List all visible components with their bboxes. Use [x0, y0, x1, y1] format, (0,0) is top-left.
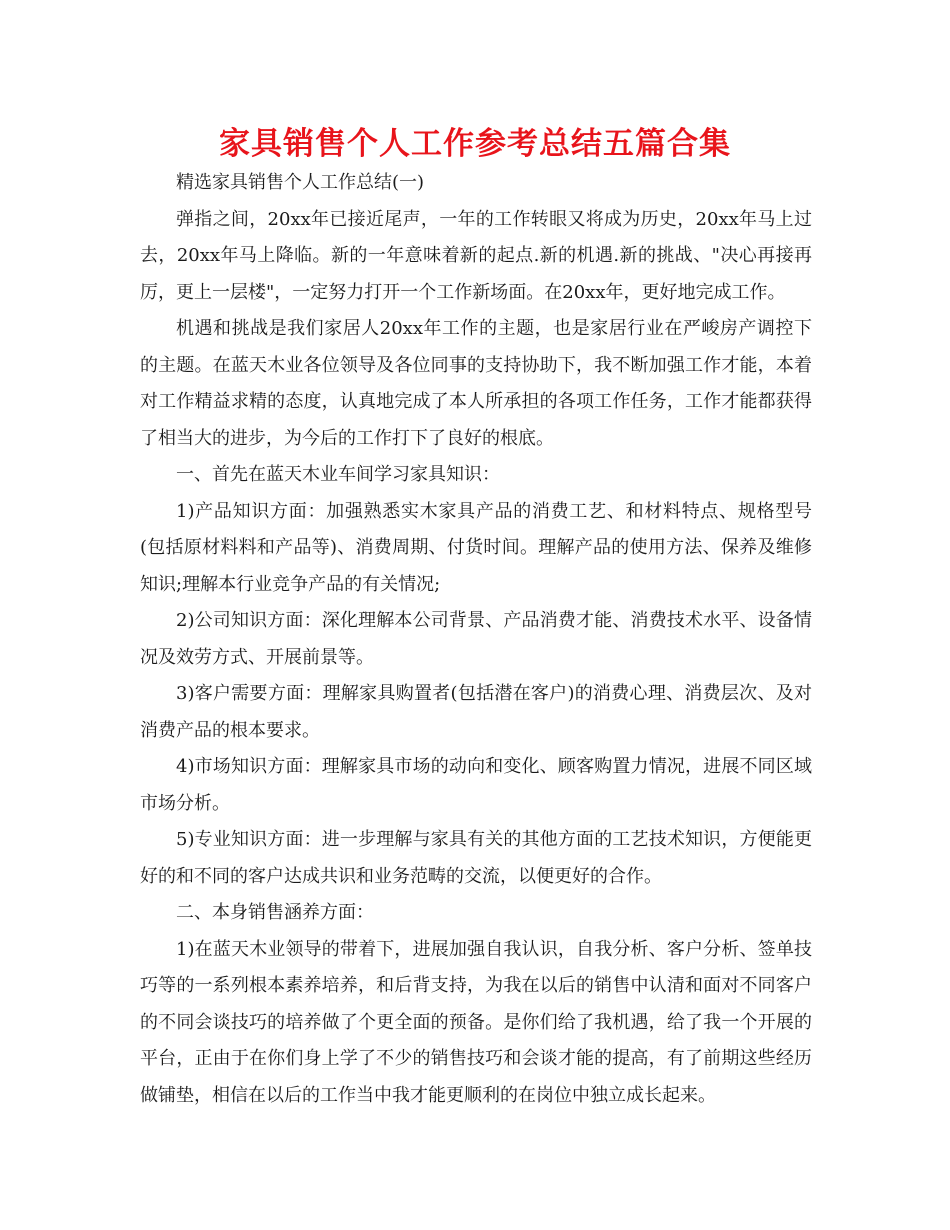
paragraph: 弹指之间，20xx年已接近尾声，一年的工作转眼又将成为历史，20xx年马上过去，20xx年马上降临。新的一年意味着新的起点.新的机遇.新的挑战、"决心再接再厉，更上一层楼"，一定努力打开一个工作新场面。在20xx年，更好地完成工作。: [140, 208, 812, 303]
paragraph: 4)市场知识方面：理解家具市场的动向和变化、顾客购置力情况，进展不同区域市场分析。: [140, 756, 812, 814]
document-body: [140, 165, 812, 1114]
paragraph: 5)专业知识方面：进一步理解与家具有关的其他方面的工艺技术知识，方便能更好的和不同的客户达成共识和业务范畴的交流，以便更好的合作。: [140, 829, 812, 887]
document-title: 家具销售个人工作参考总结五篇合集: [219, 126, 731, 162]
paragraph: 2)公司知识方面：深化理解本公司背景、产品消费才能、消费技术水平、设备情况及效劳方式、开展前景等。: [140, 610, 812, 668]
section-heading: 精选家具销售个人工作总结(一): [176, 172, 425, 193]
section-heading: 一、首先在蓝天木业车间学习家具知识：: [176, 464, 500, 485]
paragraph: 机遇和挑战是我们家居人20xx年工作的主题，也是家居行业在严峻房产调控下的主题。在蓝天木业各位领导及各位同事的支持协助下，我不断加强工作才能，本着对工作精益求精的态度，认真地完成了本人所承担的各项工作任务，工作才能都获得了相当大的进步，为今后的工作打下了良好的根底。: [140, 318, 812, 449]
paragraph: 1)在蓝天木业领导的带着下，进展加强自我认识，自我分析、客户分析、签单技巧等的一系列根本素养培养，和后背支持，为我在以后的销售中认清和面对不同客户的不同会谈技巧的培养做了个更全面的预备。是你们给了我机遇，给了我一个开展的平台，正由于在你们身上学了不少的销售技巧和会谈才能的提高，有了前期这些经历做铺垫，相信在以后的工作当中我才能更顺利的在岗位中独立成长起来。: [140, 938, 812, 1106]
paragraph: 3)客户需要方面：理解家具购置者(包括潜在客户)的消费心理、消费层次、及对消费产品的根本要求。: [140, 683, 812, 741]
paragraph: 1)产品知识方面：加强熟悉实木家具产品的消费工艺、和材料特点、规格型号(包括原材料料和产品等)、消费周期、付货时间。理解产品的使用方法、保养及维修知识;理解本行业竞争产品的有关情况;: [140, 500, 812, 595]
section-heading: 二、本身销售涵养方面：: [176, 902, 374, 923]
